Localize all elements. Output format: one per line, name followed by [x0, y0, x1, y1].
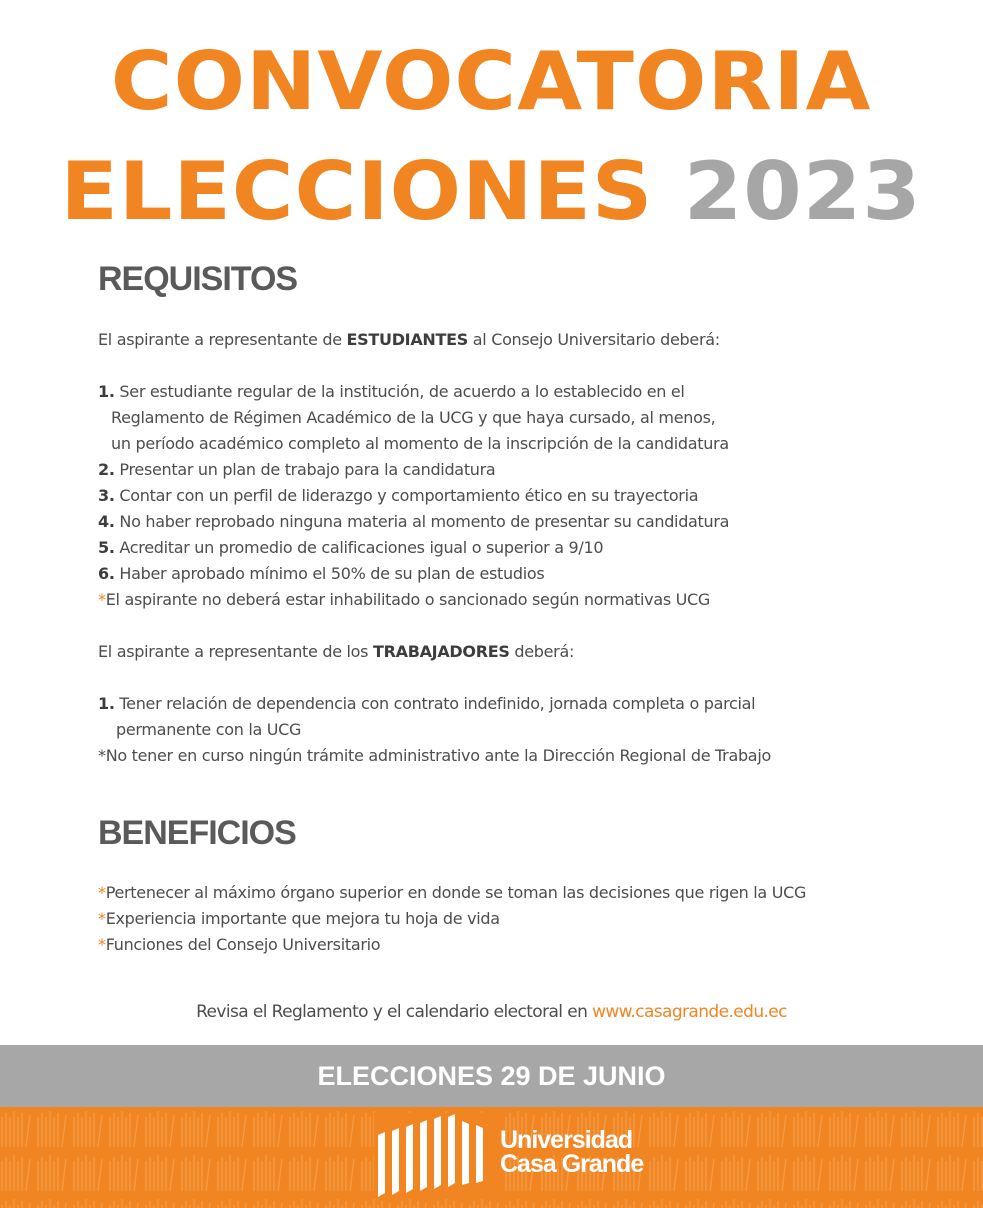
req-item-1-line-2: Reglamento de Régimen Académico de la UCG y que haya cursado, al menos,: [111, 408, 716, 427]
title-line-2: [60, 145, 923, 238]
election-date: ELECCIONES 29 DE JUNIO: [317, 1060, 666, 1091]
beneficio-item: *Experiencia importante que mejora tu hoja de vida: [98, 909, 500, 928]
title-year: 2023: [684, 145, 923, 238]
election-date-band: [0, 1045, 983, 1107]
beneficios-list: [98, 880, 806, 958]
estudiantes-intro: El aspirante a representante de ESTUDIANTES al Consejo Universitario deberá:: [98, 330, 720, 349]
trab-item-1-line-2: permanente con la UCG: [116, 720, 302, 739]
req-item-1-line-3: un período académico completo al momento de la inscripción de la candidatura: [111, 434, 729, 453]
title-elecciones: ELECCIONES: [60, 145, 654, 238]
req-item-4: 4. No haber reprobado ninguna materia al momento de presentar su candidatura: [98, 512, 730, 531]
beneficio-item: *Pertenecer al máximo órgano superior en donde se toman las decisiones que rigen la UCG: [98, 883, 807, 902]
req-item-3: 3. Contar con un perfil de liderazgo y comportamiento ético en su trayectoria: [98, 486, 699, 505]
trabajadores-intro: El aspirante a representante de los TRABAJADORES deberá:: [98, 642, 575, 661]
requisitos-content: [98, 327, 771, 769]
website-link[interactable]: www.casagrande.edu.ec: [592, 1002, 787, 1022]
estudiantes-note: *El aspirante no deberá estar inhabilitado o sancionado según normativas UCG: [98, 590, 711, 609]
beneficios-heading: BENEFICIOS: [98, 814, 296, 852]
requisitos-heading: REQUISITOS: [98, 260, 298, 298]
req-item-2: 2. Presentar un plan de trabajo para la candidatura: [98, 460, 496, 479]
reglamento-note: Revisa el Reglamento y el calendario electoral en www.casagrande.edu.ec: [196, 1002, 787, 1022]
req-item-5: 5. Acreditar un promedio de calificaciones igual o superior a 9/10: [98, 538, 604, 557]
trab-item-1: 1. Tener relación de dependencia con contrato indefinido, jornada completa o parcial: [98, 694, 756, 713]
beneficio-item: *Funciones del Consejo Universitario: [98, 935, 381, 954]
trabajadores-note: *No tener en curso ningún trámite administrativo ante la Dirección Regional de Trabajo: [98, 746, 771, 765]
ucg-logo-text: Universidad Casa Grande: [500, 1126, 644, 1178]
req-item-1: 1. Ser estudiante regular de la institución, de acuerdo a lo establecido en el: [98, 382, 685, 401]
poster-title: [0, 35, 983, 258]
title-convocatoria: CONVOCATORIA: [111, 35, 872, 128]
req-item-6: 6. Haber aprobado mínimo el 50% de su plan de estudios: [98, 564, 545, 583]
